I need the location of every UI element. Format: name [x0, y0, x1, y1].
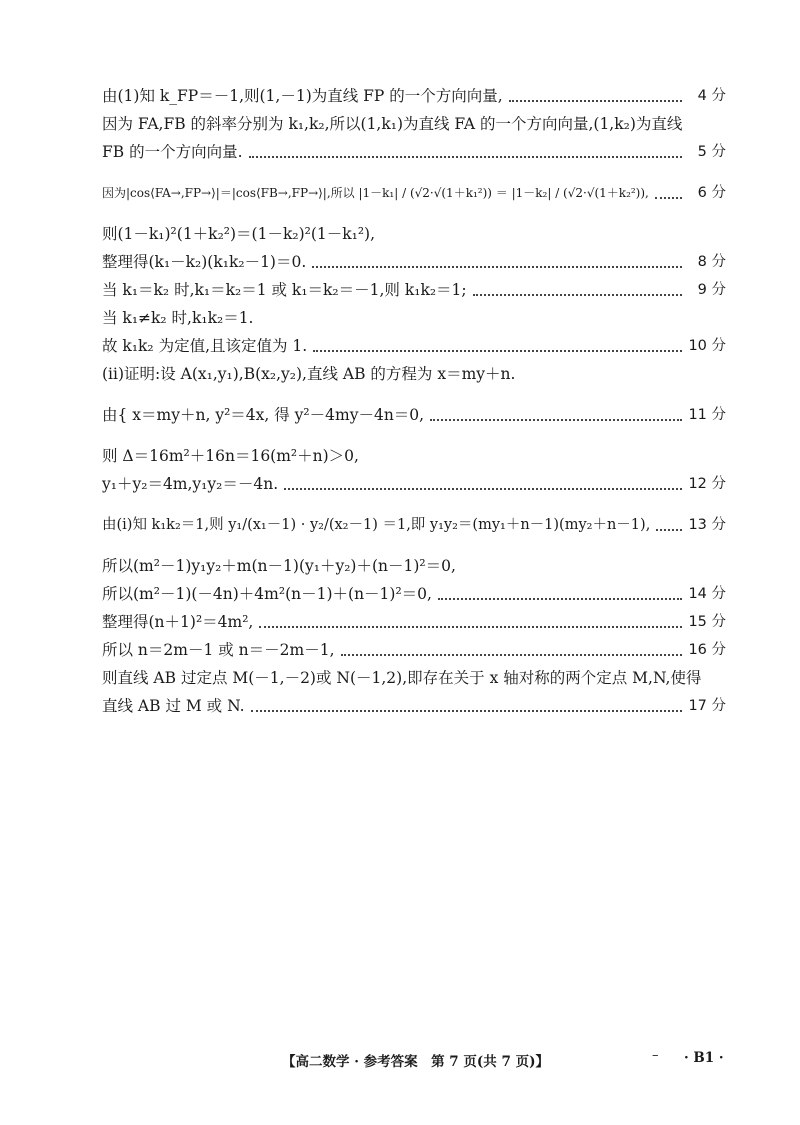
- line-text: 由(ⅰ)知 k₁k₂＝1,则 y₁/(x₁－1) · y₂/(x₂－1) ＝1,即 y₁y₂＝(my₁＋n－1)(my₂＋n－1),: [102, 517, 651, 533]
- solution-line: [102, 304, 726, 332]
- solution-line: [102, 138, 726, 166]
- dot-leader: [341, 654, 682, 656]
- score-label: 14 分: [688, 586, 726, 602]
- solution-line: [102, 248, 726, 276]
- line-text: 故 k₁k₂ 为定值,且该定值为 1.: [102, 337, 308, 355]
- solution-line: [102, 276, 726, 304]
- score-label: 9 分: [697, 282, 726, 298]
- line-text: 则 Δ＝16m²＋16n＝16(m²＋n)＞0,: [102, 447, 359, 465]
- footer-code: · B1 ·: [684, 1050, 724, 1066]
- footer-title: 【高二数学 · 参考答案 第 7 页(共 7 页)】: [282, 1054, 549, 1070]
- solution-line: [102, 442, 726, 470]
- solution-line: [102, 552, 726, 580]
- line-text: 整理得(n＋1)²＝4m²,: [102, 613, 254, 631]
- dot-leader: [656, 529, 682, 531]
- solution-line: [102, 636, 726, 664]
- solution-line: [102, 580, 726, 608]
- solution-line: [102, 608, 726, 636]
- dot-leader: [313, 350, 682, 352]
- dot-leader: [251, 710, 682, 712]
- line-text: 所以(m²－1)(－4n)＋4m²(n－1)＋(n－1)²＝0,: [102, 585, 432, 603]
- line-text: 则直线 AB 过定点 M(－1,－2)或 N(－1,2),即存在关于 x 轴对称的两个定点 M,N,使得: [102, 669, 702, 687]
- line-text: 由{ x＝my＋n, y²＝4x, 得 y²－4my－4n＝0,: [102, 406, 425, 424]
- score-label: 15 分: [688, 614, 726, 630]
- line-text: 由(1)知 k_FP＝－1,则(1,－1)为直线 FP 的一个方向向量,: [102, 87, 503, 105]
- score-label: 4 分: [697, 88, 726, 104]
- score-label: 17 分: [688, 698, 726, 714]
- solution-line: [102, 664, 726, 692]
- score-label: 5 分: [697, 144, 726, 160]
- score-label: 10 分: [688, 338, 726, 354]
- line-text: 当 k₁≠k₂ 时,k₁k₂＝1.: [102, 309, 254, 327]
- solution-line: [102, 82, 726, 110]
- dot-leader: [655, 197, 682, 199]
- line-text: 所以(m²－1)y₁y₂＋m(n－1)(y₁＋y₂)＋(n－1)²＝0,: [102, 557, 456, 575]
- solution-line: [102, 220, 726, 248]
- score-label: 12 分: [688, 476, 726, 492]
- solution-body: [102, 82, 726, 720]
- solution-line: [102, 332, 726, 360]
- line-text: 因为 FA,FB 的斜率分别为 k₁,k₂,所以(1,k₁)为直线 FA 的一个方向向量,(1,k₂)为直线: [102, 115, 683, 133]
- solution-line: [102, 166, 726, 220]
- line-text: 因为|cos⟨FA→,FP→⟩|＝|cos⟨FB→,FP→⟩|,所以 |1－k₁| / (√2·√(1＋k₁²)) ＝ |1－k₂| / (√2·√(1＋k₂²)),: [102, 186, 649, 200]
- line-text: (ⅱ)证明:设 A(x₁,y₁),B(x₂,y₂),直线 AB 的方程为 x＝my＋n.: [102, 365, 516, 383]
- score-label: 16 分: [688, 642, 726, 658]
- line-text: 所以 n＝2m－1 或 n＝－2m－1,: [102, 641, 335, 659]
- line-text: 整理得(k₁－k₂)(k₁k₂－1)＝0.: [102, 253, 307, 271]
- dot-leader: [509, 100, 682, 102]
- score-label: 6 分: [697, 185, 726, 201]
- line-text: 直线 AB 过 M 或 N.: [102, 697, 245, 715]
- line-text: 则(1－k₁)²(1＋k₂²)＝(1－k₂)²(1－k₁²),: [102, 225, 376, 243]
- solution-line: [102, 692, 726, 720]
- solution-line: [102, 110, 726, 138]
- dot-leader: [259, 626, 682, 628]
- dot-leader: [430, 419, 682, 421]
- line-text: y₁＋y₂＝4m,y₁y₂＝－4n.: [102, 475, 279, 493]
- score-label: 8 分: [697, 254, 726, 270]
- score-label: 11 分: [688, 407, 726, 423]
- line-text: 当 k₁＝k₂ 时,k₁＝k₂＝1 或 k₁＝k₂＝－1,则 k₁k₂＝1;: [102, 281, 467, 299]
- line-text: FB 的一个方向向量.: [102, 143, 243, 161]
- dot-leader: [473, 294, 682, 296]
- solution-line: [102, 360, 726, 388]
- page-footer: [0, 1050, 800, 1070]
- dot-leader: [312, 266, 682, 268]
- dot-leader: [438, 598, 682, 600]
- dot-leader: [249, 156, 683, 158]
- solution-line: [102, 470, 726, 498]
- solution-line: [102, 388, 726, 442]
- solution-line: [102, 498, 726, 552]
- dot-leader: [284, 488, 682, 490]
- score-label: 13 分: [688, 517, 726, 533]
- footer-dash: –: [652, 1048, 659, 1063]
